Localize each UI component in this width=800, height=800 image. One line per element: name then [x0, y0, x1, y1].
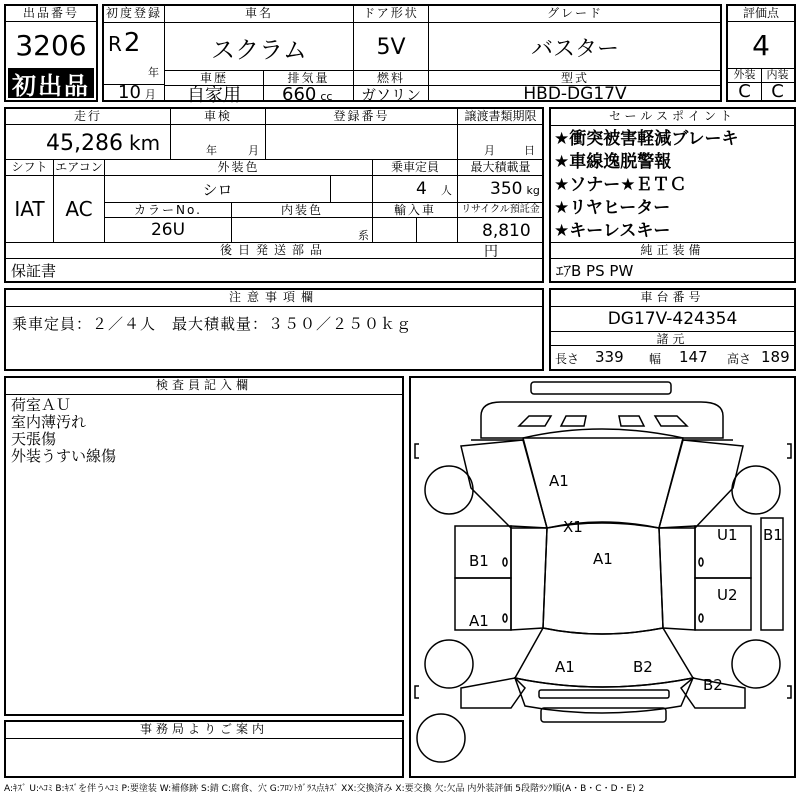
- model-label: 型式: [428, 70, 722, 86]
- insp-month-unit: 月: [248, 144, 259, 157]
- history-label: 車歴: [164, 70, 264, 86]
- inspector-line: 荷室ＡＵ: [11, 396, 72, 414]
- lot-box: [4, 4, 98, 102]
- insp-year-unit: 年: [206, 144, 217, 157]
- damage-mark: A1: [469, 612, 489, 630]
- mileage-label: 走行: [5, 108, 171, 125]
- chassis-label: 車台番号: [551, 290, 794, 307]
- office-label: 事務局よりご案内: [6, 722, 402, 739]
- car-name-label: 車名: [164, 5, 354, 23]
- recycle: 8,810円: [482, 221, 531, 260]
- spec-grid: [4, 107, 544, 283]
- interior-label: 内装: [766, 68, 789, 81]
- grade-label: グレード: [428, 5, 722, 23]
- capacity-label: 乗車定員: [372, 159, 458, 176]
- first-reg-label: 初度登録: [103, 5, 165, 23]
- era: [108, 28, 140, 58]
- shift-label: シフト: [5, 159, 54, 176]
- inspector-notes: [6, 395, 402, 465]
- import-label: 輸入車: [372, 202, 458, 218]
- door-label: ドア形状: [353, 5, 429, 23]
- inspector-box: [4, 376, 404, 716]
- inspector-line: 外装うすい線傷: [11, 447, 117, 465]
- damage-mark: X1: [563, 518, 583, 536]
- sales-point-item: ★衝突被害軽減ブレーキ: [554, 129, 739, 149]
- displacement-label: 排気量: [263, 70, 354, 86]
- sales-point-item: ★車線逸脱警報: [554, 152, 672, 172]
- equipment-label: 純正装備: [640, 243, 705, 257]
- lot-label: 出品番号: [6, 6, 96, 22]
- shift: IAT: [14, 197, 45, 221]
- damage-mark: A1: [593, 550, 613, 568]
- fuel-label: 燃料: [353, 70, 429, 86]
- sales-point-item: ★ソナー★ＥＴＣ: [554, 175, 687, 195]
- damage-mark: U2: [717, 586, 738, 604]
- chassis-number: DG17V-424354: [607, 309, 738, 329]
- interior-color-label: 内装色: [231, 202, 373, 218]
- parts: 保証書: [11, 261, 57, 280]
- car-name: スクラム: [211, 35, 307, 64]
- history: 自家用: [187, 85, 241, 106]
- ac-label: エアコン: [53, 159, 105, 176]
- reg-number-label: 登録番号: [265, 108, 458, 125]
- sales-point-item: ★キーレスキー: [554, 221, 671, 241]
- model: HBD-DG17V: [523, 84, 627, 104]
- era-letter: R: [108, 32, 122, 56]
- max-load: 350 kg: [490, 179, 540, 199]
- sales-points-box: [549, 107, 796, 283]
- score-label: 評価点: [728, 6, 794, 22]
- vehicle-header: [102, 4, 722, 106]
- transfer-month-unit: 月: [484, 144, 495, 157]
- damage-map: [409, 376, 796, 778]
- year-unit: 年: [148, 66, 159, 79]
- fuel: ガソリン: [360, 85, 421, 104]
- lot-number: 3206: [15, 28, 87, 62]
- parts-label: 後日発送部品: [219, 243, 328, 257]
- notes-label: 注意事項欄: [6, 290, 542, 307]
- office-box: [4, 720, 404, 778]
- capacity: 4 人: [416, 179, 452, 199]
- damage-mark: B2: [633, 658, 653, 676]
- inspector-line: 天張傷: [11, 430, 57, 448]
- first-listing-badge: 初出品: [8, 68, 94, 98]
- exterior-score: C: [738, 81, 751, 102]
- notes: 乗車定員：２／４人 最大積載量：３５０／２５０ｋｇ: [12, 315, 413, 333]
- damage-mark: A1: [555, 658, 575, 676]
- color-no: 26U: [150, 220, 186, 240]
- displacement: 660 cc: [282, 84, 333, 105]
- dims-row: 長さ 339 幅 147 高さ 189: [555, 348, 790, 366]
- recycle-label: リサイクル預託金: [457, 202, 544, 218]
- dims-label: 諸元: [551, 331, 794, 346]
- damage-mark: B2: [703, 676, 723, 694]
- car-outline-diagram: [411, 378, 794, 776]
- damage-mark: B1: [763, 526, 783, 544]
- exterior-label: 外装: [733, 68, 756, 81]
- sales-points-label: セールスポイント: [551, 109, 794, 126]
- damage-legend: A:ｷｽﾞ U:ﾍｺﾐ B:ｷｽﾞを伴うﾍｺﾐ P:要塗装 W:補修跡 S:錆 C:腐食、穴 G:ﾌﾛﾝﾄｶﾞﾗｽ点ｷｽﾞ XX:交換済み X:要交換 欠:欠品 内外装評価 5段階ﾗﾝｸ順(A・B・C・D・E) 2: [4, 784, 645, 794]
- sales-point-item: ★リヤヒーター: [554, 198, 671, 218]
- score: 4: [752, 28, 770, 62]
- chassis-box: [549, 288, 796, 371]
- score-box: [726, 4, 796, 102]
- inspection-label: 車検: [170, 108, 266, 125]
- sales-points-list: [551, 126, 794, 243]
- inspector-label: 検査員記入欄: [6, 378, 402, 395]
- door-type: 5V: [376, 34, 406, 60]
- reg-month: 10 月: [118, 82, 156, 103]
- reg-year: 2: [123, 28, 141, 58]
- color-no-label: カラーNo.: [104, 202, 232, 218]
- interior-color-unit: 系: [358, 229, 369, 242]
- transfer-label: 譲渡書類期限: [457, 108, 544, 125]
- inspector-line: 室内薄汚れ: [11, 413, 87, 431]
- color-label: 外装色: [104, 159, 373, 176]
- transfer-day-unit: 日: [524, 144, 535, 157]
- damage-mark: B1: [469, 552, 489, 570]
- grade: バスター: [530, 36, 619, 62]
- color: シロ: [202, 180, 233, 199]
- equipment: ｴｱB PS PW: [556, 261, 634, 280]
- damage-mark: U1: [717, 526, 738, 544]
- damage-mark: A1: [549, 472, 569, 490]
- max-load-label: 最大積載量: [457, 159, 544, 176]
- notes-box: [4, 288, 544, 371]
- mileage: 45,286 km: [46, 131, 161, 156]
- interior-score: C: [771, 81, 784, 102]
- ac: AC: [65, 197, 93, 221]
